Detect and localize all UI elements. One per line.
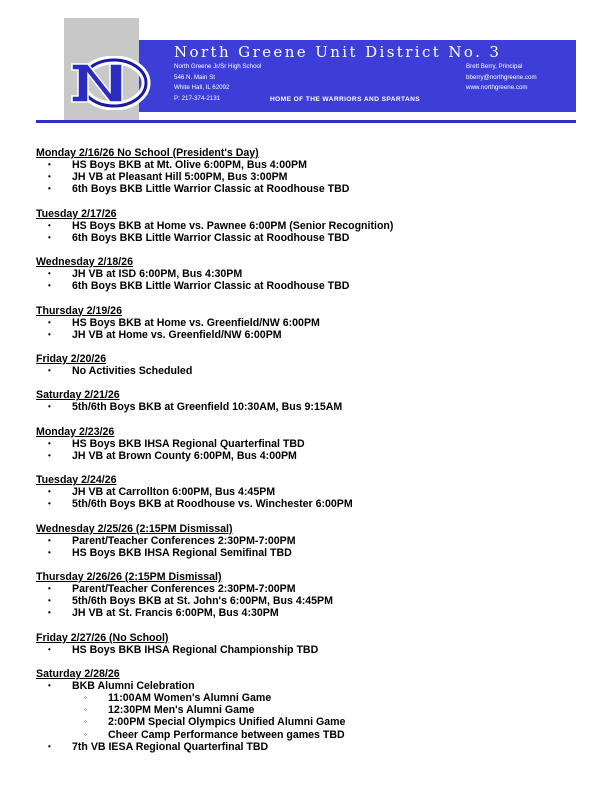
event-item: • HS Boys BKB IHSA Regional Semifinal TBD: [36, 547, 596, 559]
event-item: • 5th/6th Boys BKB at St. John's 6:00PM, Bus 4:45PM: [36, 595, 596, 607]
event-item: • JH VB at Brown County 6:00PM, Bus 4:00PM: [36, 450, 596, 462]
event-item: • HS Boys BKB IHSA Regional Championship TBD: [36, 644, 596, 656]
event-list: [36, 644, 596, 656]
day-block: [36, 147, 596, 195]
event-list: [36, 583, 596, 619]
day-heading: Friday 2/20/26: [36, 352, 107, 365]
event-item: • JH VB at St. Francis 6:00PM, Bus 4:30PM: [36, 607, 596, 619]
event-list: [36, 365, 596, 377]
event-list: [36, 317, 596, 341]
event-list: [36, 159, 596, 195]
event-item: • Parent/Teacher Conferences 2:30PM-7:00PM: [36, 535, 596, 547]
event-item: • HS Boys BKB at Mt. Olive 6:00PM, Bus 4:00PM: [36, 159, 596, 171]
event-item: • 7th VB IESA Regional Quarterfinal TBD: [36, 741, 596, 753]
day-block: [36, 523, 596, 559]
day-block: [36, 256, 596, 292]
event-item: • HS Boys BKB at Home vs. Greenfield/NW 6:00PM: [36, 317, 596, 329]
school-city: White Hall, IL 62092: [174, 84, 230, 91]
day-heading: Monday 2/23/26: [36, 425, 115, 438]
principal-info: [466, 62, 537, 94]
event-list: [36, 535, 596, 559]
event-item: • JH VB at Carrollton 6:00PM, Bus 4:45PM: [36, 486, 596, 498]
principal-email: bberry@northgreene.com: [466, 73, 537, 81]
event-item: • 6th Boys BKB Little Warrior Classic at Roodhouse TBD: [36, 183, 596, 195]
day-block: [36, 426, 596, 462]
event-item: • HS Boys BKB IHSA Regional Quarterfinal TBD: [36, 438, 596, 450]
event-list: [36, 486, 596, 510]
sub-list-container: [36, 692, 596, 740]
day-heading: Saturday 2/28/26: [36, 668, 120, 681]
day-block: [36, 571, 596, 619]
event-item: • 5th/6th Boys BKB at Greenfield 10:30AM, Bus 9:15AM: [36, 401, 596, 413]
event-item: • No Activities Scheduled: [36, 365, 596, 377]
header-rule: [36, 120, 576, 123]
sub-event-list: [36, 692, 596, 740]
day-block: [36, 305, 596, 341]
event-list: [36, 680, 596, 753]
event-item: • JH VB at Pleasant Hill 5:00PM, Bus 3:00PM: [36, 171, 596, 183]
day-block: [36, 632, 596, 656]
ng-logo: [66, 56, 158, 110]
event-item: • HS Boys BKB at Home vs. Pawnee 6:00PM (Senior Recognition): [36, 220, 596, 232]
school-name: North Greene Jr/Sr High School: [174, 63, 262, 70]
event-item: • JH VB at ISD 6:00PM, Bus 4:30PM: [36, 268, 596, 280]
school-street: 546 N. Main St: [174, 73, 215, 81]
event-item: • 6th Boys BKB Little Warrior Classic at Roodhouse TBD: [36, 232, 596, 244]
day-heading: Thursday 2/19/26: [36, 304, 122, 317]
sub-event-item: ◦ 12:30PM Men's Alumni Game: [36, 704, 596, 716]
event-item: • 5th/6th Boys BKB at Roodhouse vs. Winchester 6:00PM: [36, 498, 596, 510]
sub-event-item: ◦ 11:00AM Women's Alumni Game: [36, 692, 596, 704]
sub-event-item: ◦ Cheer Camp Performance between games TBD: [36, 729, 596, 741]
sub-event-item: ◦ 2:00PM Special Olympics Unified Alumni Game: [36, 716, 596, 728]
day-heading: Thursday 2/26/26 (2:15PM Dismissal): [36, 571, 222, 584]
day-heading: Monday 2/16/26 No School (President's Day): [36, 147, 259, 159]
district-title: North Greene Unit District No. 3: [174, 43, 502, 61]
day-heading: Saturday 2/21/26: [36, 389, 120, 402]
day-heading: Tuesday 2/17/26: [36, 207, 117, 220]
day-heading: Wednesday 2/18/26: [36, 256, 133, 269]
letterhead: [36, 18, 576, 122]
day-block: [36, 208, 596, 244]
school-phone: P: 217-374-2131: [174, 94, 221, 102]
principal-name: Brett Berry, Principal: [466, 63, 523, 70]
event-item: • JH VB at Home vs. Greenfield/NW 6:00PM: [36, 329, 596, 341]
school-info: [174, 62, 261, 104]
event-list: [36, 438, 596, 462]
event-item: • Parent/Teacher Conferences 2:30PM-7:00PM: [36, 583, 596, 595]
day-heading: Tuesday 2/24/26: [36, 474, 117, 487]
event-item: • 6th Boys BKB Little Warrior Classic at Roodhouse TBD: [36, 280, 596, 292]
event-item: • BKB Alumni Celebration: [36, 680, 596, 692]
weekly-schedule: [36, 147, 596, 765]
day-block: [36, 389, 596, 413]
school-website: www.northgreene.com: [466, 84, 528, 91]
motto: HOME OF THE WARRIORS AND SPARTANS: [270, 96, 421, 103]
day-heading: Friday 2/27/26 (No School): [36, 631, 169, 644]
day-block: [36, 474, 596, 510]
event-list: [36, 268, 596, 292]
event-list: [36, 401, 596, 413]
event-list: [36, 220, 596, 244]
day-block: [36, 668, 596, 753]
day-block: [36, 353, 596, 377]
day-heading: Wednesday 2/25/26 (2:15PM Dismissal): [36, 522, 233, 535]
